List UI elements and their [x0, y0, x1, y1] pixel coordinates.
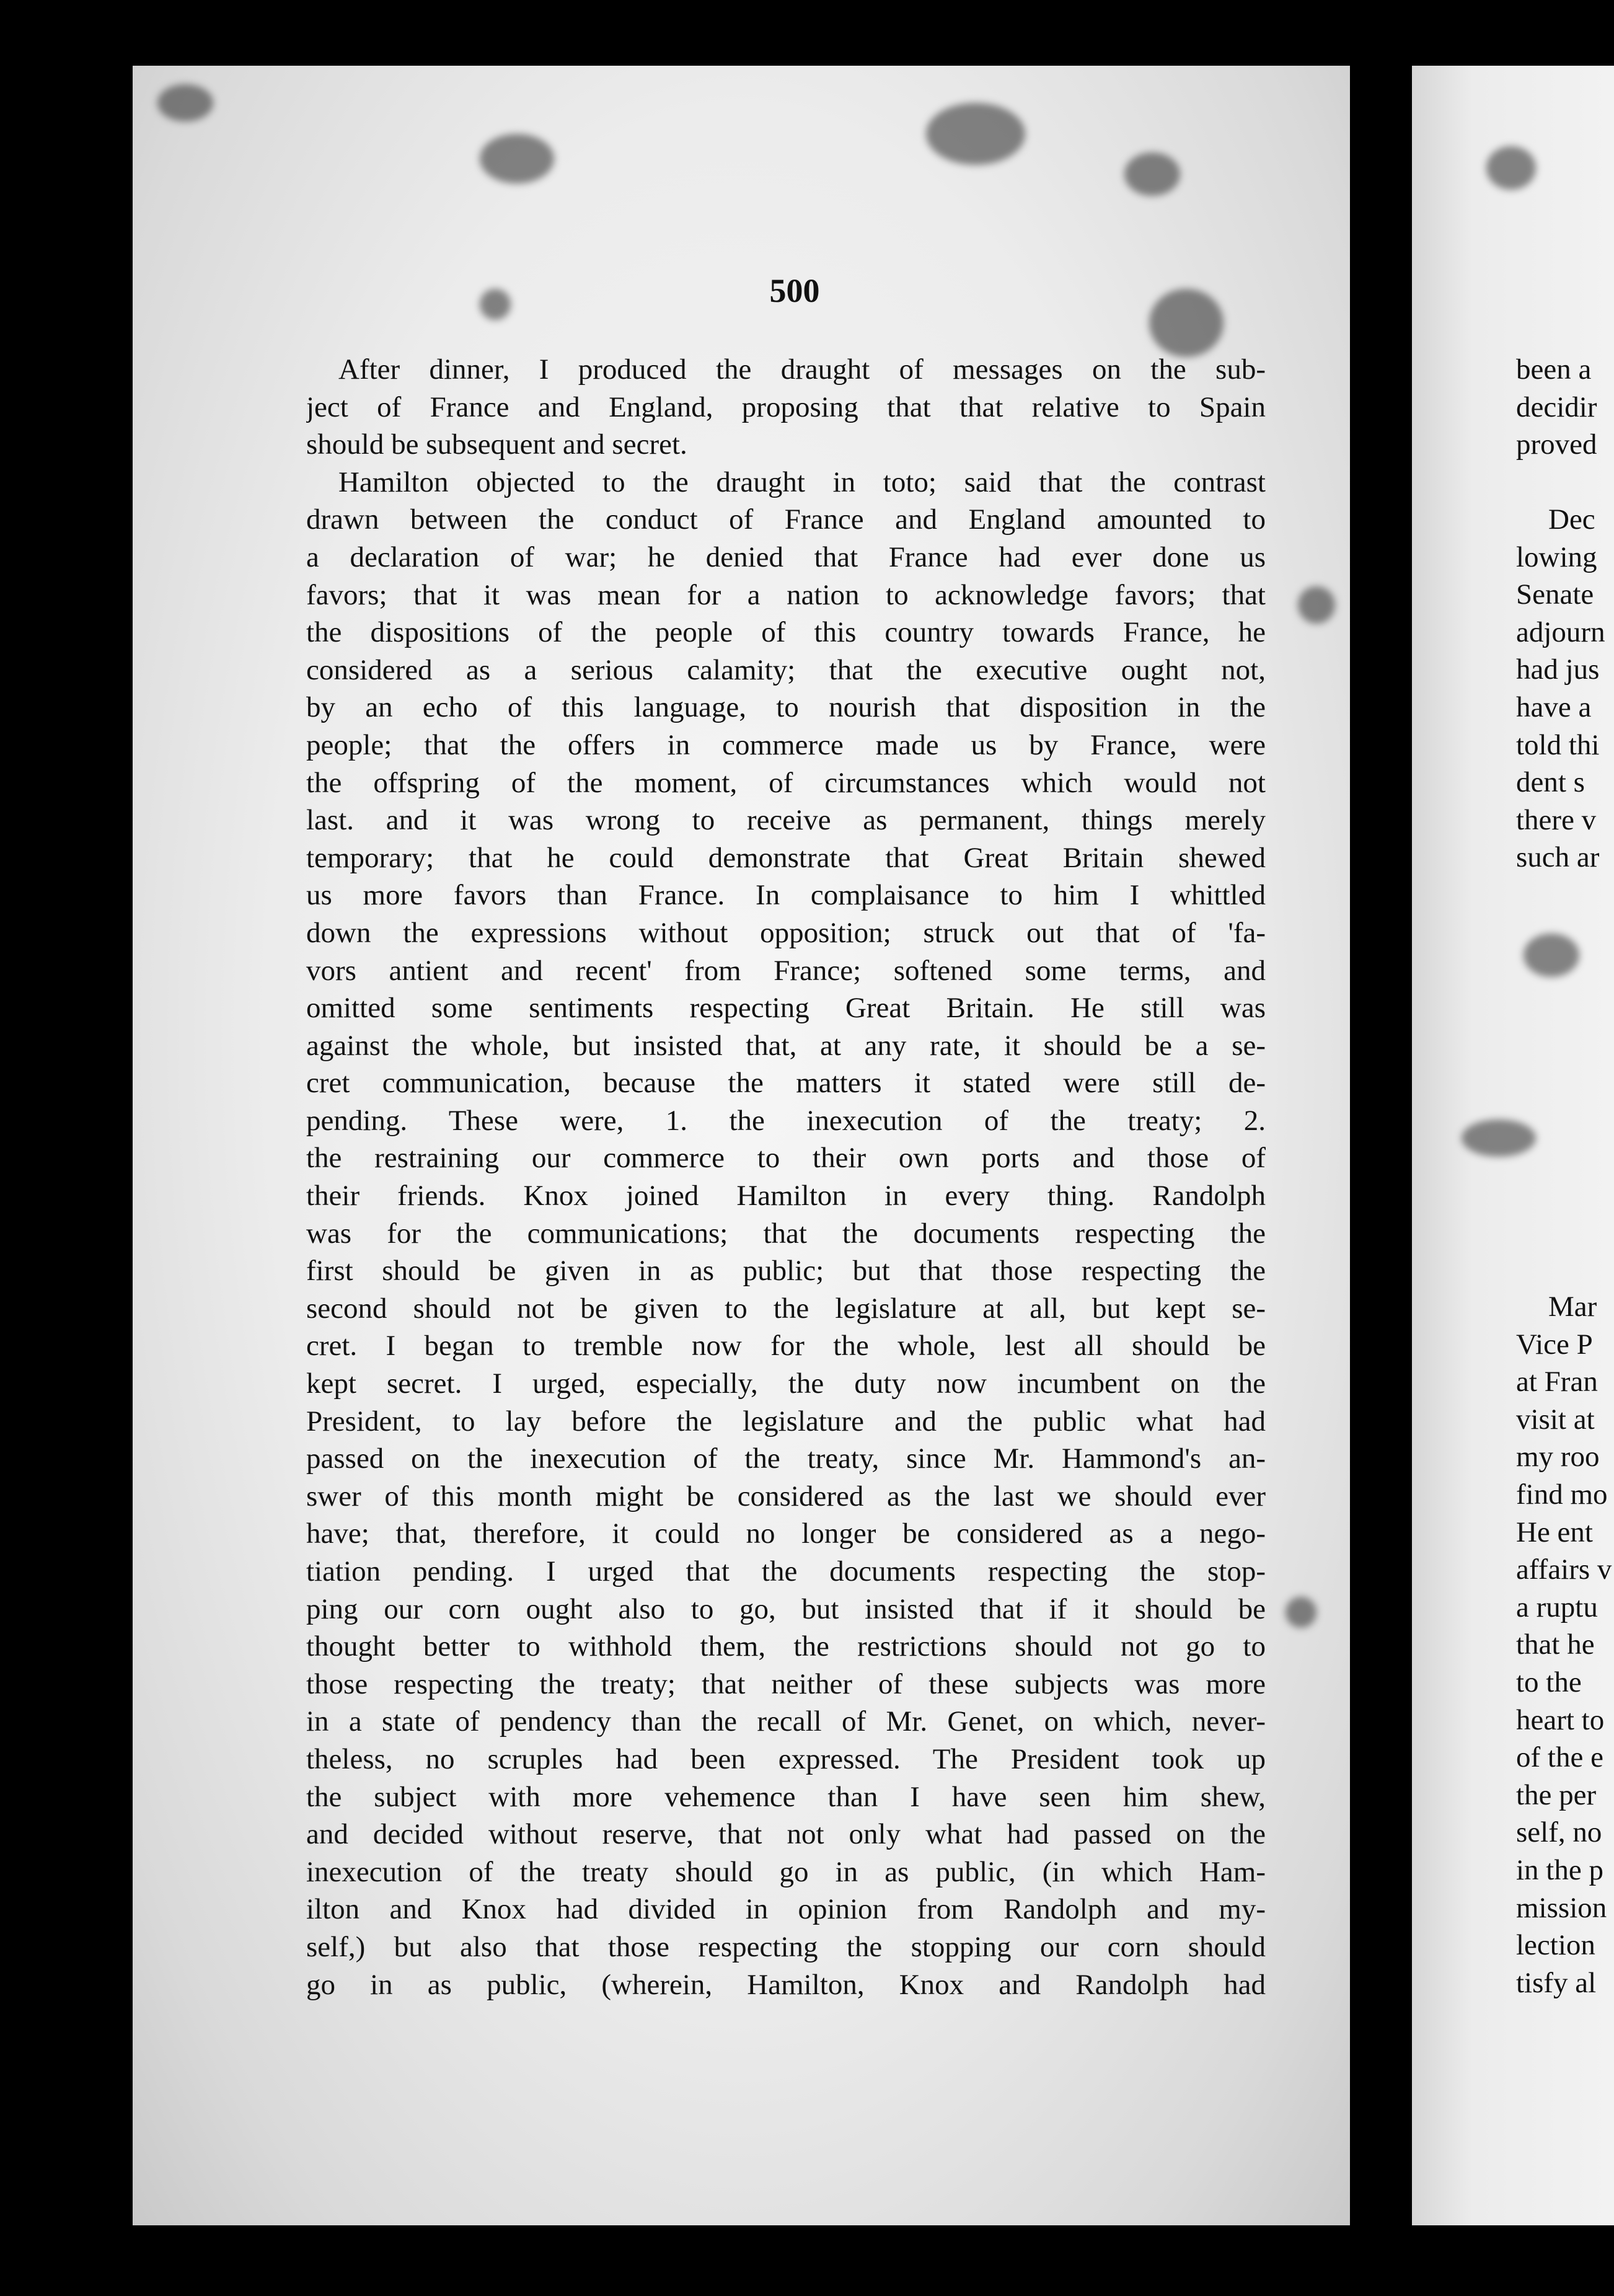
right-page-line: He ent: [1516, 1516, 1593, 1548]
text-line: After dinner, I produced the draught of messages on the sub-: [338, 353, 1266, 386]
text-line: theless, no scruples had been expressed. The President took up: [306, 1742, 1266, 1775]
text-line: down the expressions without opposition; struck out that of 'fa-: [306, 916, 1266, 949]
text-line: drawn between the conduct of France and England amounted to: [306, 503, 1266, 536]
text-line: temporary; that he could demonstrate that Great Britain shewed: [306, 841, 1266, 874]
right-page-text-bottom: [1516, 1288, 1614, 2002]
right-page-line: lowing: [1516, 541, 1597, 573]
right-page-line: heart to: [1516, 1703, 1605, 1736]
ink-speck: [1486, 146, 1536, 190]
text-line: last. and it was wrong to receive as permanent, things merely: [306, 804, 1266, 837]
right-page-line: tisfy al: [1516, 1966, 1597, 1999]
text-line: in a state of pendency than the recall of Mr. Genet, on which, never-: [306, 1705, 1266, 1738]
right-page-line: proved: [1516, 428, 1597, 461]
right-page-line: a ruptu: [1516, 1591, 1598, 1623]
main-text-block: [306, 351, 1266, 2003]
text-line: inexecution of the treaty should go in as public, (in which Ham-: [306, 1855, 1266, 1888]
text-line: considered as a serious calamity; that the executive ought not,: [306, 653, 1266, 686]
text-line: omitted some sentiments respecting Great Britain. He still was: [306, 992, 1266, 1025]
right-page-line: in the p: [1516, 1853, 1603, 1886]
ink-speck: [480, 289, 511, 320]
text-line: first should be given in as public; but that those respecting the: [306, 1255, 1266, 1287]
right-page-line: decidir: [1516, 391, 1597, 423]
text-line: tiation pending. I urged that the documents respecting the stop-: [306, 1555, 1266, 1587]
right-page-line: of the e: [1516, 1741, 1603, 1774]
right-page-line: Vice P: [1516, 1328, 1593, 1361]
right-page-line: visit at: [1516, 1403, 1595, 1436]
text-line: was for the communications; that the documents respecting the: [306, 1217, 1266, 1250]
text-line: us more favors than France. In complaisance to him I whittled: [306, 879, 1266, 912]
text-line: passed on the inexecution of the treaty, since Mr. Hammond's an-: [306, 1442, 1266, 1475]
right-page-line: dent s: [1516, 766, 1585, 799]
text-line: ping our corn ought also to go, but insisted that if it should be: [306, 1592, 1266, 1625]
text-line: kept secret. I urged, especially, the duty now incumbent on the: [306, 1367, 1266, 1400]
text-line: the restraining our commerce to their own ports and those of: [306, 1142, 1266, 1175]
right-page-text-top: [1516, 351, 1614, 464]
text-line: and decided without reserve, that not only what had passed on the: [306, 1818, 1266, 1851]
right-page-line: my roo: [1516, 1441, 1600, 1473]
right-page-line: affairs v: [1516, 1553, 1612, 1586]
text-line: cret communication, because the matters it stated were still de-: [306, 1067, 1266, 1100]
right-page-line: there v: [1516, 803, 1597, 836]
text-line: by an echo of this language, to nourish that disposition in the: [306, 691, 1266, 724]
ink-speck: [157, 84, 213, 121]
ink-speck: [1124, 152, 1180, 196]
text-line: ilton and Knox had divided in opinion from Randolph and my-: [306, 1893, 1266, 1926]
text-line: President, to lay before the legislature and the public what had: [306, 1405, 1266, 1437]
right-page-text-middle: [1516, 501, 1614, 876]
text-line: the dispositions of the people of this country towards France, he: [306, 616, 1266, 649]
right-page-line: told thi: [1516, 728, 1600, 761]
text-line: swer of this month might be considered as the last we should ever: [306, 1480, 1266, 1512]
text-line: cret. I began to tremble now for the whole, lest all should be: [306, 1330, 1266, 1362]
right-page-line: to the: [1516, 1666, 1582, 1698]
text-line: ject of France and England, proposing that that relative to Spain: [306, 391, 1266, 423]
text-line: should be subsequent and secret.: [306, 428, 687, 461]
right-page-line: such ar: [1516, 841, 1600, 874]
right-page-line: Mar: [1548, 1291, 1597, 1323]
right-page-line: mission: [1516, 1891, 1607, 1924]
text-line: second should not be given to the legislature at all, but kept se-: [306, 1292, 1266, 1325]
ink-speck: [480, 134, 554, 183]
text-line: vors antient and recent' from France; softened some terms, and: [306, 954, 1266, 987]
right-page-line: self, no: [1516, 1816, 1602, 1849]
right-page-line: the per: [1516, 1778, 1597, 1811]
ink-speck: [1298, 586, 1335, 624]
text-line: their friends. Knox joined Hamilton in every thing. Randolph: [306, 1180, 1266, 1212]
right-page-line: Senate: [1516, 578, 1594, 611]
text-line: those respecting the treaty; that neither of these subjects was more: [306, 1667, 1266, 1700]
right-page-line: adjourn: [1516, 616, 1605, 648]
text-line: pending. These were, 1. the inexecution of the treaty; 2.: [306, 1104, 1266, 1137]
text-line: favors; that it was mean for a nation to acknowledge favors; that: [306, 578, 1266, 611]
right-page-line: that he: [1516, 1628, 1595, 1661]
right-page-line: had jus: [1516, 653, 1600, 686]
right-page-line: have a: [1516, 691, 1592, 723]
page-number: 500: [769, 272, 820, 309]
ink-speck: [1149, 289, 1224, 357]
right-page-line: been a: [1516, 353, 1592, 386]
text-line: people; that the offers in commerce made us by France, were: [306, 728, 1266, 761]
right-page-line: Dec: [1548, 503, 1595, 536]
text-line: go in as public, (wherein, Hamilton, Knox and Randolph had: [306, 1968, 1266, 2001]
text-line: a declaration of war; he denied that France had ever done us: [306, 541, 1266, 573]
text-line: have; that, therefore, it could no longer be considered as a nego-: [306, 1517, 1266, 1550]
ink-speck: [1285, 1597, 1316, 1628]
text-line: self,) but also that those respecting the stopping our corn should: [306, 1930, 1266, 1963]
text-line: thought better to withhold them, the restrictions should not go to: [306, 1630, 1266, 1663]
right-page-line: at Fran: [1516, 1366, 1598, 1398]
text-line: Hamilton objected to the draught in toto; said that the contrast: [338, 466, 1266, 498]
ink-speck: [1462, 1119, 1536, 1157]
ink-speck: [1524, 934, 1579, 977]
text-line: against the whole, but insisted that, at any rate, it should be a se-: [306, 1029, 1266, 1062]
text-line: the offspring of the moment, of circumstances which would not: [306, 766, 1266, 799]
right-page-line: find mo: [1516, 1478, 1608, 1511]
text-line: the subject with more vehemence than I have seen him shew,: [306, 1780, 1266, 1813]
right-page-line: lection: [1516, 1929, 1595, 1962]
ink-speck: [926, 103, 1025, 165]
